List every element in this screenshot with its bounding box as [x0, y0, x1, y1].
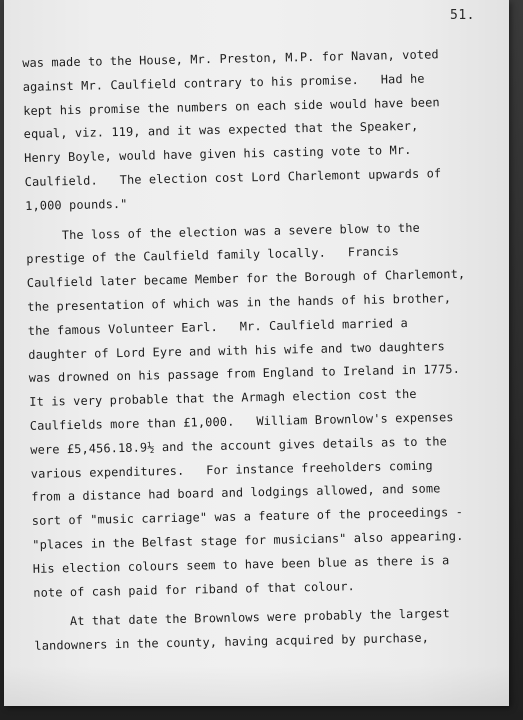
text-line: landowners in the county, having acquired by purchase,: [34, 630, 430, 653]
text-line: from a distance had board and lodgings allowed, and some: [31, 481, 441, 505]
text-line: Caulfield. The election cost Lord Charlemont upwards of: [24, 166, 442, 189]
text-line: The loss of the election was a severe blow to the: [61, 220, 421, 242]
paragraph-1: [22, 43, 465, 219]
text-line: Caulfields more than £1,000. William Brownlow's expenses: [29, 409, 454, 433]
text-line: against Mr. Caulfield contrary to his promise. Had he: [22, 71, 425, 94]
text-line: was made to the House, Mr. Preston, M.P. for Navan, voted: [22, 47, 439, 70]
text-line: sort of "music carriage" was a feature of the proceedings -: [31, 505, 464, 529]
typed-page: [4, 0, 509, 706]
text-line: "places in the Belfast stage for musicians" also appearing.: [32, 528, 464, 552]
text-line: note of cash paid for riband of that colour.: [33, 578, 355, 600]
text-line: 1,000 pounds.": [25, 196, 128, 213]
text-line: the famous Volunteer Earl. Mr. Caulfield married a: [27, 315, 408, 338]
text-line: were £5,456.18.9½ and the account gives details as to the: [30, 433, 447, 457]
text-line: prestige of the Caulfield family locally. Francis: [26, 244, 400, 267]
text-line: His election colours seem to have been blue as there is a: [32, 552, 450, 576]
text-line: It is very probable that the Armagh election cost the: [29, 386, 417, 410]
text-line: the presentation of which was in the hands of his brother,: [27, 291, 452, 314]
text-line: kept his promise the numbers on each side would have been: [23, 94, 440, 118]
text-line: equal, viz. 119, and it was expected that the Speaker,: [23, 119, 419, 142]
text-line: At that date the Brownlows were probably the largest: [69, 606, 451, 629]
text-line: was drowned on his passage from England to Ireland in 1775.: [28, 362, 461, 386]
body-text: [22, 43, 475, 659]
text-line: Henry Boyle, would have given his casting vote to Mr.: [24, 143, 412, 166]
paragraph-2: [26, 215, 474, 605]
text-line: daughter of Lord Eyre and with his wife and two daughters: [28, 338, 446, 362]
text-line: various expenditures. For instance freeholders coming: [30, 458, 433, 481]
text-line: Caulfield later became Member for the Borough of Charlemont,: [26, 266, 466, 291]
page-number: 51.: [450, 8, 475, 23]
paragraph-3: [34, 602, 475, 659]
